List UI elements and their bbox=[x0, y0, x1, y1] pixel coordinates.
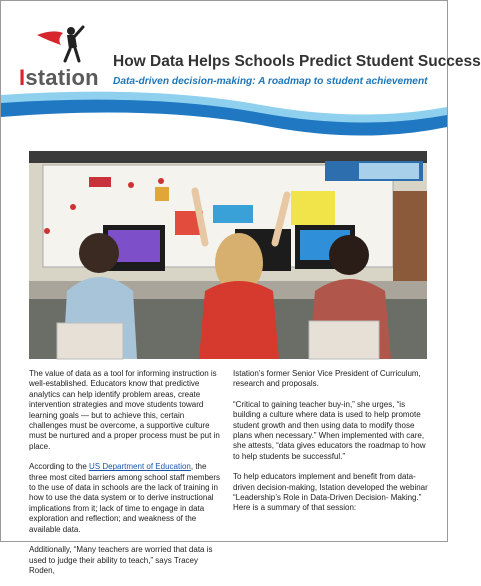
logo-letters-station: station bbox=[25, 65, 99, 90]
paragraph: To help educators implement and benefit from data-driven decision-making, Istation developed the webinar “Leadership’s Role in Data-Driven Decision- Making.” Here is a summary of that session: bbox=[233, 472, 428, 513]
header-swoosh bbox=[1, 87, 447, 147]
superhero-mascot-icon bbox=[33, 23, 93, 65]
page-subtitle: Data-driven decision-making: A roadmap to student achievement bbox=[113, 76, 428, 87]
classroom-photo bbox=[29, 151, 427, 359]
page-title: How Data Helps Schools Predict Student Success bbox=[113, 53, 481, 70]
paragraph: Istation’s former Senior Vice President of Curriculum, research and proposals. bbox=[233, 369, 421, 389]
paragraph: Additionally, “Many teachers are worried that data is used to judge their ability to teach,” says Tracey Roden, bbox=[29, 545, 213, 575]
logo-letter-i: I bbox=[19, 65, 26, 90]
text-span: According to the bbox=[29, 462, 90, 472]
text-span: , the three most cited barriers among school staff members to the use of data in schools are the lack of training in how to use the data system or to derive instructional implications from it; lack of time to engage in data exploration and reflection; and weakness of the available data. bbox=[29, 462, 221, 534]
us-department-of-education-link[interactable]: US Department of Education bbox=[89, 462, 191, 472]
paragraph: The value of data as a tool for informing instruction is well-established. Educators know that predictive analytics can help identify problem areas, create intervention strategies and move students toward learning goals — but to achieve this, certain challenges must be overcome, a supportive culture must be nurtured and a proper process must be put in place. bbox=[29, 369, 220, 451]
paragraph bbox=[29, 462, 221, 535]
istation-logo bbox=[19, 23, 109, 93]
body-column-left bbox=[29, 369, 221, 586]
body-column-right bbox=[233, 369, 433, 524]
paragraph: “Critical to gaining teacher buy-in,” she urges, “is building a culture where data is used to help promote student growth and then using data to modify those plans when necessary.” When implemented with care, she attests, “data gives educators the roadmap to how to help students be successful.” bbox=[233, 399, 426, 461]
